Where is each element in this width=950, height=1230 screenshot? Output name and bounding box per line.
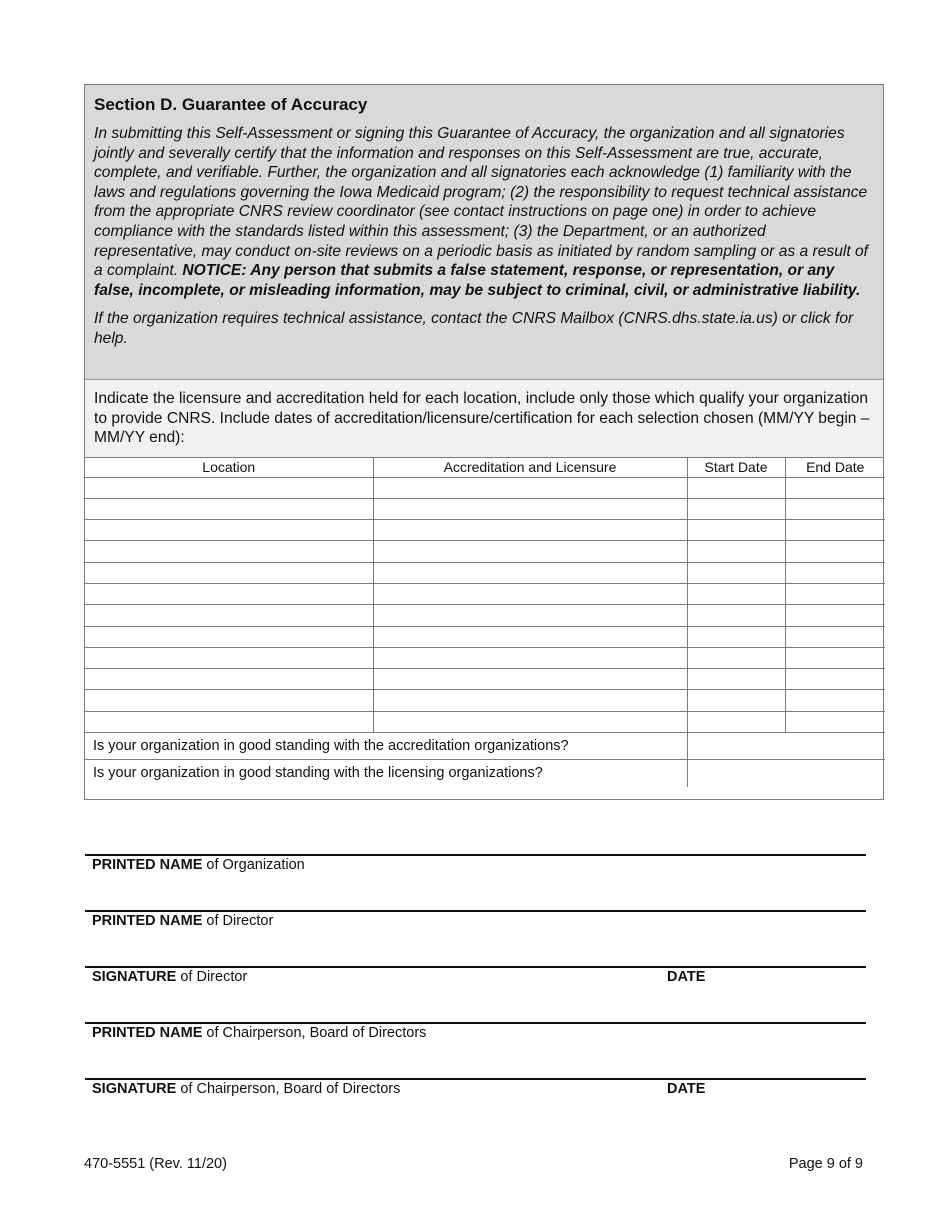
header-location: Location [85,458,373,477]
end-date-cell[interactable] [785,583,885,604]
location-cell[interactable] [85,541,373,562]
notice-text: NOTICE: Any person that submits a false statement, response, or representation, or any false, incomplete, or misleading information, may be subject to criminal, civil, or administrative liability. [94,262,861,299]
start-date-cell[interactable] [687,647,785,668]
accreditation-cell[interactable] [373,690,687,711]
date-label: DATE [667,1081,706,1097]
table-row [85,498,885,519]
accreditation-cell[interactable] [373,520,687,541]
header-end-date: End Date [785,458,885,477]
start-date-cell[interactable] [687,690,785,711]
location-cell[interactable] [85,626,373,647]
start-date-cell[interactable] [687,669,785,690]
table-row [85,690,885,711]
table-row [85,541,885,562]
printed-name-organization-line[interactable] [85,854,866,873]
start-date-cell[interactable] [687,605,785,626]
accreditation-standing-answer[interactable] [687,733,885,760]
table-row [85,647,885,668]
sig-label: SIGNATURE of Director [92,969,248,985]
location-cell[interactable] [85,498,373,519]
start-date-cell[interactable] [687,583,785,604]
end-date-cell[interactable] [785,690,885,711]
accreditation-cell[interactable] [373,711,687,732]
header-accreditation: Accreditation and Licensure [373,458,687,477]
end-date-cell[interactable] [785,626,885,647]
start-date-cell[interactable] [687,562,785,583]
accreditation-cell[interactable] [373,647,687,668]
end-date-cell[interactable] [785,520,885,541]
section-title: Section D. Guarantee of Accuracy [94,95,368,114]
table-row [85,626,885,647]
accreditation-cell[interactable] [373,583,687,604]
form-number: 470-5551 (Rev. 11/20) [84,1156,227,1172]
licensing-standing-question: Is your organization in good standing with the licensing organizations? [85,760,687,787]
location-cell[interactable] [85,520,373,541]
end-date-cell[interactable] [785,562,885,583]
guarantee-intro: In submitting this Self-Assessment or signing this Guarantee of Accuracy, the organization and all signatories jointly and severally certify that the information and responses on this Self-Assessment are true, accurate, complete, and verifiable. Further, the organization and all signatories each acknowledge (1) familiarity with the laws and regulations governing the Iowa Medicaid program; (2) the responsibility to request technical assistance from the appropriate CNRS review coordinator (see contact instructions on page one) in order to achieve compliance with the standards listed within this assessment; (3) the Department, or an authorized representative, may conduct on-site reviews on a periodic basis as initiated by random sampling or as a result of a complaint. [94,125,869,280]
start-date-cell[interactable] [687,477,785,498]
help-text[interactable]: If the organization requires technical assistance, contact the CNRS Mailbox (CNRS.dhs.state.ia.us) or click for help. [94,310,854,347]
end-date-cell[interactable] [785,498,885,519]
guarantee-text [94,124,873,300]
guarantee-section [84,84,884,800]
signature-director-line[interactable] [85,966,866,985]
table-row [85,520,885,541]
printed-name-chairperson-line[interactable] [85,1022,866,1041]
accreditation-cell[interactable] [373,477,687,498]
start-date-cell[interactable] [687,498,785,519]
sig-label: PRINTED NAME of Director [92,913,274,929]
accreditation-cell[interactable] [373,498,687,519]
sig-label: SIGNATURE of Chairperson, Board of Directors [92,1081,401,1097]
end-date-cell[interactable] [785,711,885,732]
table-row [85,477,885,498]
end-date-cell[interactable] [785,477,885,498]
accreditation-table [85,458,885,787]
header-start-date: Start Date [687,458,785,477]
location-cell[interactable] [85,647,373,668]
start-date-cell[interactable] [687,711,785,732]
start-date-cell[interactable] [687,520,785,541]
location-cell[interactable] [85,605,373,626]
accreditation-standing-question: Is your organization in good standing with the accreditation organizations? [85,733,687,760]
table-row [85,669,885,690]
section-header [85,85,883,380]
accreditation-cell[interactable] [373,669,687,690]
sig-label: PRINTED NAME of Chairperson, Board of Directors [92,1025,427,1041]
location-cell[interactable] [85,583,373,604]
location-cell[interactable] [85,690,373,711]
accreditation-cell[interactable] [373,605,687,626]
location-cell[interactable] [85,477,373,498]
licensing-standing-answer[interactable] [687,760,885,787]
accreditation-cell[interactable] [373,541,687,562]
start-date-cell[interactable] [687,541,785,562]
table-row [85,711,885,732]
sig-label: PRINTED NAME of Organization [92,857,305,873]
table-row [85,583,885,604]
end-date-cell[interactable] [785,541,885,562]
date-label: DATE [667,969,706,985]
end-date-cell[interactable] [785,605,885,626]
end-date-cell[interactable] [785,669,885,690]
end-date-cell[interactable] [785,647,885,668]
table-row [85,605,885,626]
location-cell[interactable] [85,669,373,690]
signature-chairperson-line[interactable] [85,1078,866,1097]
accreditation-cell[interactable] [373,562,687,583]
location-cell[interactable] [85,562,373,583]
table-instructions: Indicate the licensure and accreditation held for each location, include only those which qualify your organization to provide CNRS. Include dates of accreditation/licensure/certification for each selection chosen (MM/YY begin – MM/YY end): [85,380,883,458]
page-number: Page 9 of 9 [788,1156,863,1172]
printed-name-director-line[interactable] [85,910,866,929]
start-date-cell[interactable] [687,626,785,647]
accreditation-cell[interactable] [373,626,687,647]
location-cell[interactable] [85,711,373,732]
table-row [85,562,885,583]
